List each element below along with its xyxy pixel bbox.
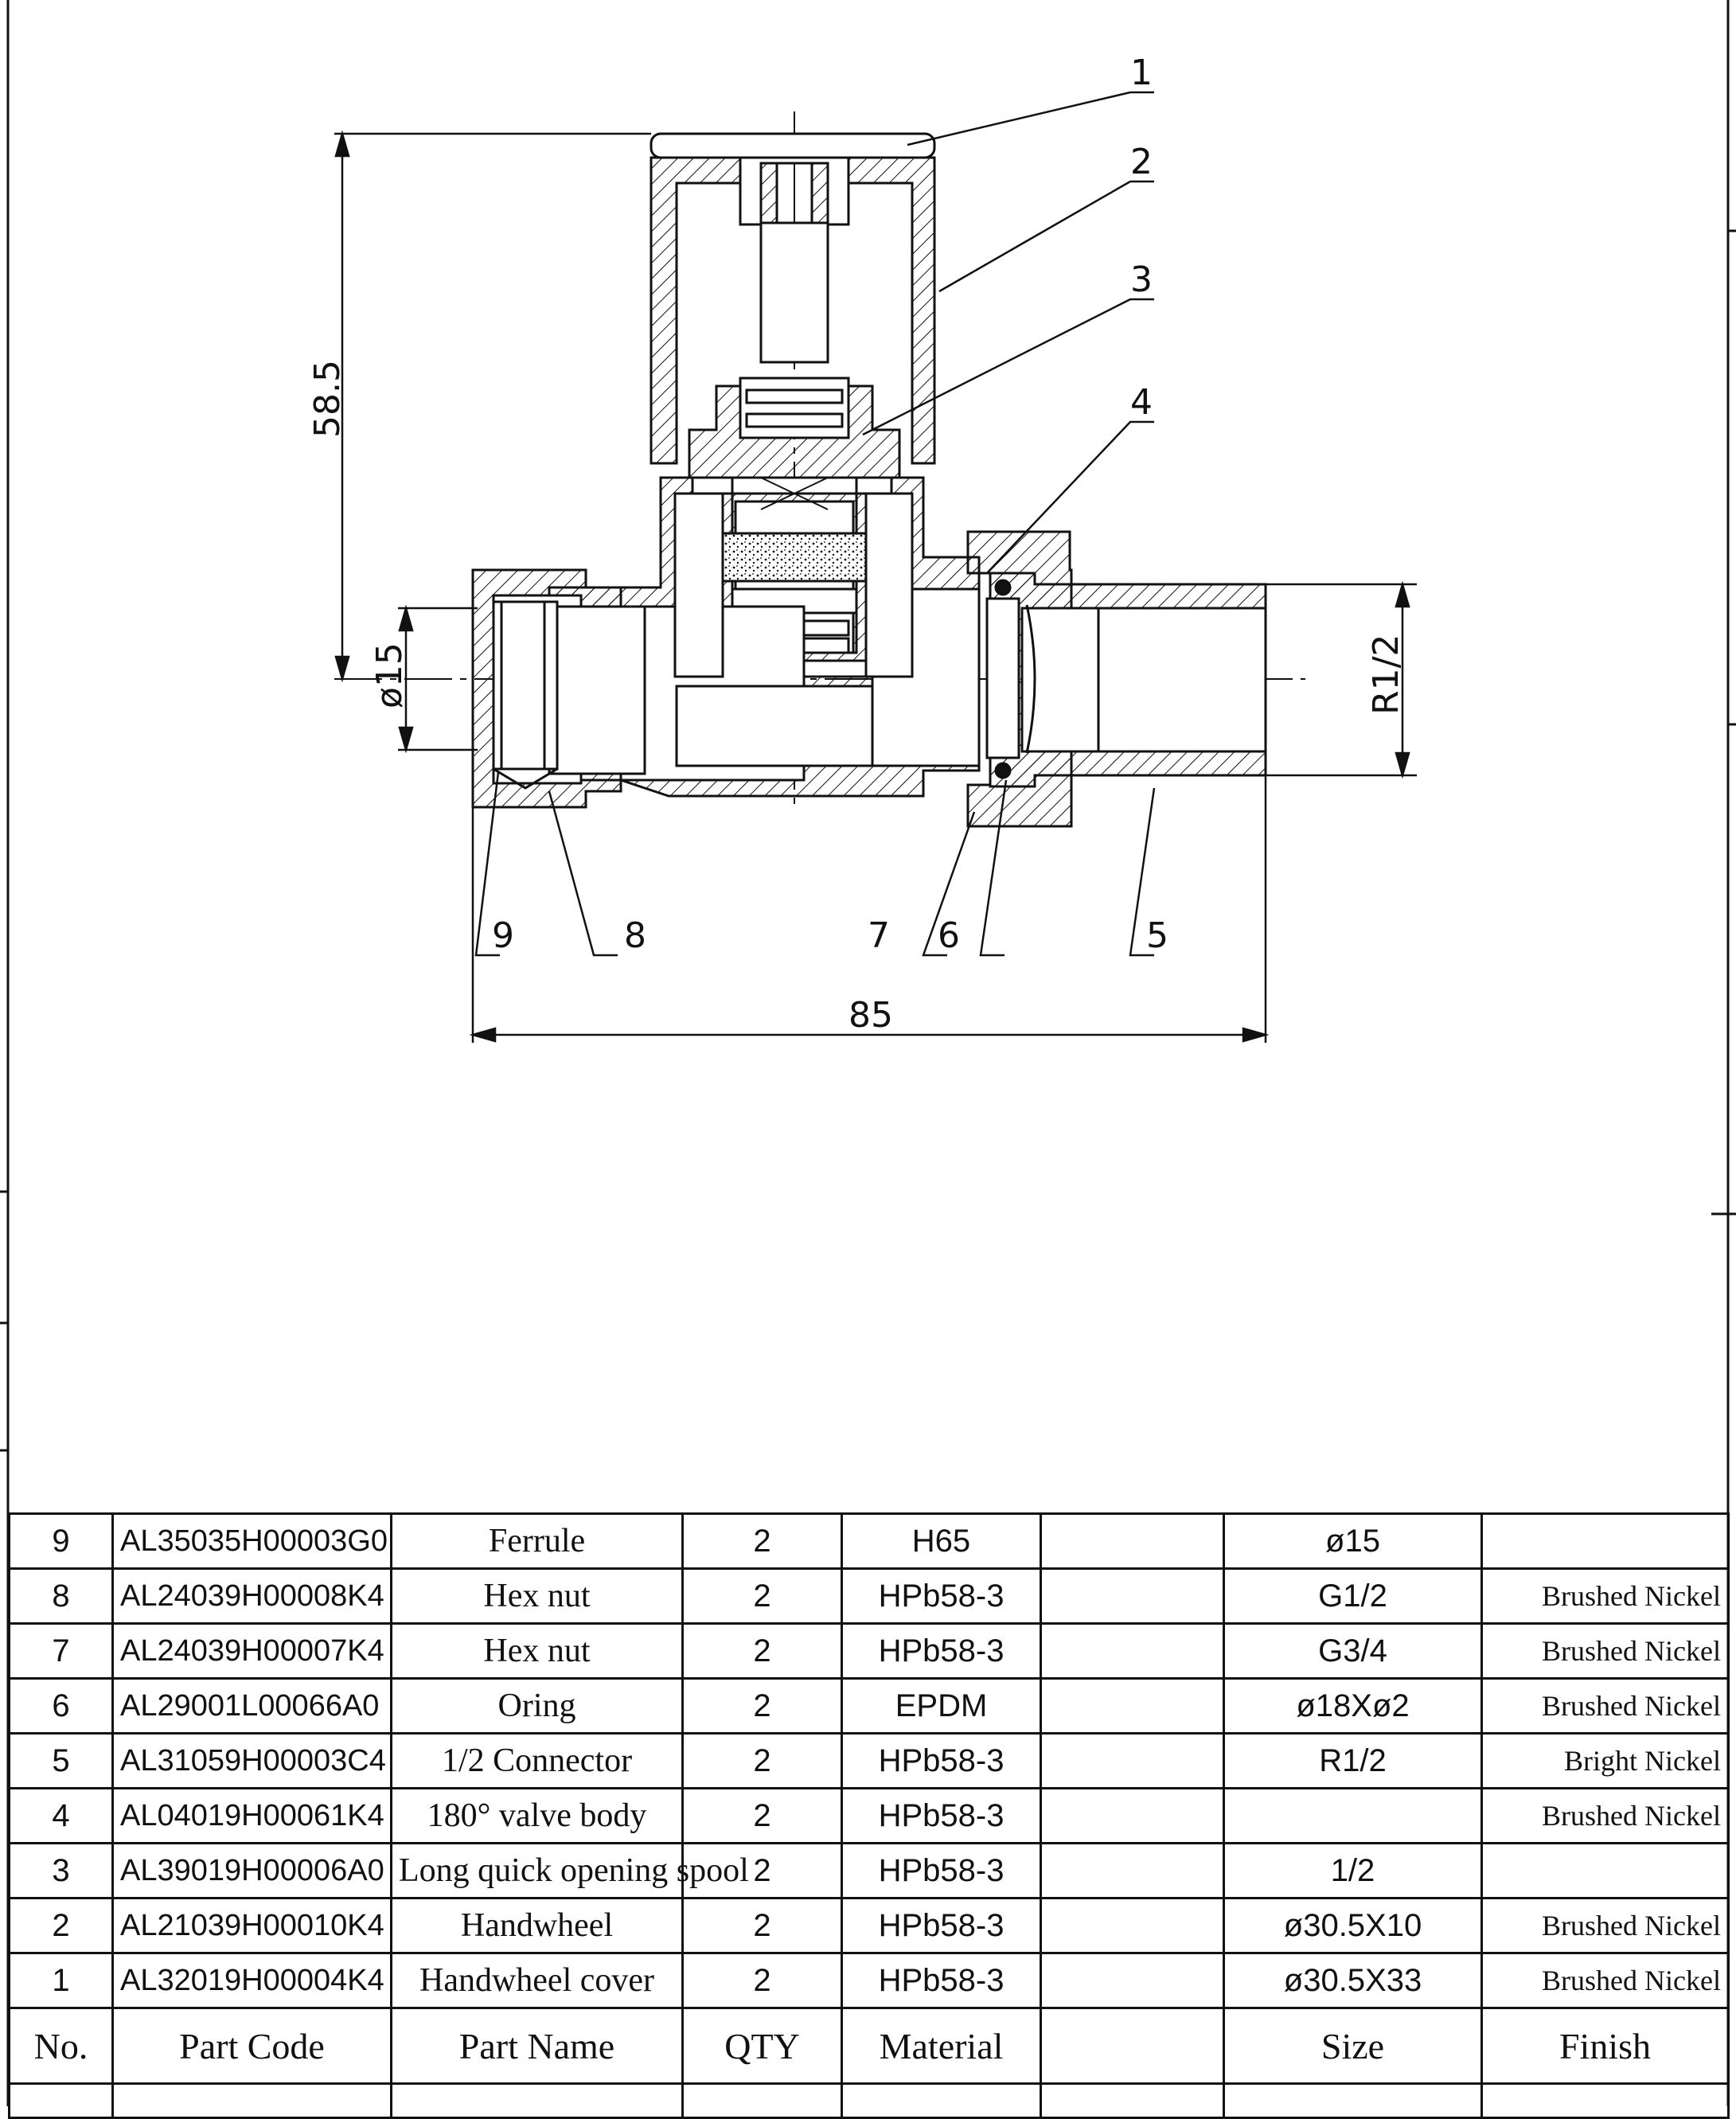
- table-row: [10, 1569, 1729, 1624]
- header-qty: QTY: [683, 2008, 842, 2084]
- cell-material: HPb58-3: [842, 1844, 1041, 1899]
- cell-blank: [1041, 1789, 1224, 1844]
- cell-qty: 2: [683, 1624, 842, 1679]
- cell-blank: [1041, 1953, 1224, 2008]
- cell-no: 6: [10, 1679, 113, 1734]
- table-row: [10, 1844, 1729, 1899]
- cell-finish: Brushed Nickel: [1482, 1789, 1729, 1844]
- cell-part-name: 180° valve body: [392, 1789, 683, 1844]
- bill-of-materials: [8, 1512, 1730, 2119]
- cell-material: HPb58-3: [842, 1953, 1041, 2008]
- cell-part-code: AL24039H00007K4: [113, 1624, 392, 1679]
- table-row: [10, 1734, 1729, 1789]
- cell-part-name: Ferrule: [392, 1514, 683, 1569]
- cell-material: HPb58-3: [842, 1734, 1041, 1789]
- table-row: [10, 1624, 1729, 1679]
- cell-qty: 2: [683, 1734, 842, 1789]
- cell-size: ø30.5X10: [1224, 1899, 1482, 1953]
- header-blank: [1041, 2008, 1224, 2084]
- table-row: [10, 1514, 1729, 1569]
- cell-blank: [1041, 1844, 1224, 1899]
- cell-no: 4: [10, 1789, 113, 1844]
- header-finish: Finish: [1482, 2008, 1729, 2084]
- cell-material: HPb58-3: [842, 1789, 1041, 1844]
- cell-material: H65: [842, 1514, 1041, 1569]
- balloon-3: 3: [1130, 260, 1153, 300]
- balloon-6: 6: [938, 915, 960, 956]
- dimension-height-label: 58.5: [307, 360, 348, 438]
- cell-size: ø30.5X33: [1224, 1953, 1482, 2008]
- balloon-9: 9: [492, 915, 514, 956]
- cell-part-name: Hex nut: [392, 1624, 683, 1679]
- cell-part-name: Oring: [392, 1679, 683, 1734]
- cell-qty: 2: [683, 1514, 842, 1569]
- table-row: [10, 1899, 1729, 1953]
- cell-part-code: AL04019H00061K4: [113, 1789, 392, 1844]
- cell-material: EPDM: [842, 1679, 1041, 1734]
- cell-part-code: AL32019H00004K4: [113, 1953, 392, 2008]
- cell-part-name: Handwheel cover: [392, 1953, 683, 2008]
- cell-blank: [1041, 1514, 1224, 1569]
- cell-part-code: AL21039H00010K4: [113, 1899, 392, 1953]
- cell-material: HPb58-3: [842, 1569, 1041, 1624]
- dimension-length-label: 85: [848, 995, 893, 1036]
- cell-qty: 2: [683, 1569, 842, 1624]
- header-part-code: Part Code: [113, 2008, 392, 2084]
- cell-finish: Brushed Nickel: [1482, 1569, 1729, 1624]
- table-footer-row: [10, 2084, 1729, 2118]
- cell-qty: 2: [683, 1844, 842, 1899]
- footer-cell: [683, 2084, 842, 2118]
- cell-no: 5: [10, 1734, 113, 1789]
- cell-blank: [1041, 1734, 1224, 1789]
- cell-size: G3/4: [1224, 1624, 1482, 1679]
- ferrule: [493, 602, 557, 788]
- balloon-2: 2: [1130, 142, 1153, 182]
- table-header-row: [10, 2008, 1729, 2084]
- cell-part-code: AL29001L00066A0: [113, 1679, 392, 1734]
- cell-size: ø18Xø2: [1224, 1679, 1482, 1734]
- cell-qty: 2: [683, 1899, 842, 1953]
- footer-cell: [1224, 2084, 1482, 2118]
- footer-cell: [10, 2084, 113, 2118]
- cell-qty: 2: [683, 1789, 842, 1844]
- cell-part-name: Long quick opening spool: [392, 1844, 683, 1899]
- cell-size: 1/2: [1224, 1844, 1482, 1899]
- dimension-thread-label: R1/2: [1366, 634, 1406, 715]
- header-no: No.: [10, 2008, 113, 2084]
- dimension-inlet-diameter-label: ø15: [369, 642, 410, 708]
- table-row: [10, 1679, 1729, 1734]
- header-material: Material: [842, 2008, 1041, 2084]
- cell-finish: Brushed Nickel: [1482, 1679, 1729, 1734]
- cell-finish: [1482, 1844, 1729, 1899]
- connector: [987, 573, 1266, 786]
- footer-cell: [842, 2084, 1041, 2118]
- cell-finish: Brushed Nickel: [1482, 1899, 1729, 1953]
- cell-part-code: AL39019H00006A0: [113, 1844, 392, 1899]
- cell-blank: [1041, 1624, 1224, 1679]
- cell-no: 1: [10, 1953, 113, 2008]
- table-row: [10, 1789, 1729, 1844]
- cell-no: 9: [10, 1514, 113, 1569]
- bom-body: [10, 1514, 1729, 2118]
- cell-finish: [1482, 1514, 1729, 1569]
- cell-size: ø15: [1224, 1514, 1482, 1569]
- balloon-1: 1: [1130, 53, 1153, 93]
- header-size: Size: [1224, 2008, 1482, 2084]
- cell-part-code: AL24039H00008K4: [113, 1569, 392, 1624]
- cell-part-name: Handwheel: [392, 1899, 683, 1953]
- cell-material: HPb58-3: [842, 1624, 1041, 1679]
- footer-cell: [1482, 2084, 1729, 2118]
- table-row: [10, 1953, 1729, 2008]
- cell-no: 7: [10, 1624, 113, 1679]
- cell-part-name: 1/2 Connector: [392, 1734, 683, 1789]
- footer-cell: [113, 2084, 392, 2118]
- cell-blank: [1041, 1899, 1224, 1953]
- cell-blank: [1041, 1679, 1224, 1734]
- cell-no: 8: [10, 1569, 113, 1624]
- cell-finish: Bright Nickel: [1482, 1734, 1729, 1789]
- cell-finish: Brushed Nickel: [1482, 1953, 1729, 2008]
- cell-no: 3: [10, 1844, 113, 1899]
- cell-part-code: AL31059H00003C4: [113, 1734, 392, 1789]
- cell-size: G1/2: [1224, 1569, 1482, 1624]
- cell-blank: [1041, 1569, 1224, 1624]
- cell-size: [1224, 1789, 1482, 1844]
- handwheel: [740, 158, 848, 362]
- footer-cell: [392, 2084, 683, 2118]
- balloon-8: 8: [624, 915, 646, 956]
- cell-size: R1/2: [1224, 1734, 1482, 1789]
- cell-part-code: AL35035H00003G0: [113, 1514, 392, 1569]
- balloon-5: 5: [1146, 915, 1168, 956]
- cell-qty: 2: [683, 1953, 842, 2008]
- balloon-7: 7: [868, 915, 890, 956]
- cell-no: 2: [10, 1899, 113, 1953]
- cell-qty: 2: [683, 1679, 842, 1734]
- cell-part-name: Hex nut: [392, 1569, 683, 1624]
- footer-cell: [1041, 2084, 1224, 2118]
- header-part-name: Part Name: [392, 2008, 683, 2084]
- balloon-4: 4: [1130, 382, 1153, 423]
- cell-finish: Brushed Nickel: [1482, 1624, 1729, 1679]
- cell-material: HPb58-3: [842, 1899, 1041, 1953]
